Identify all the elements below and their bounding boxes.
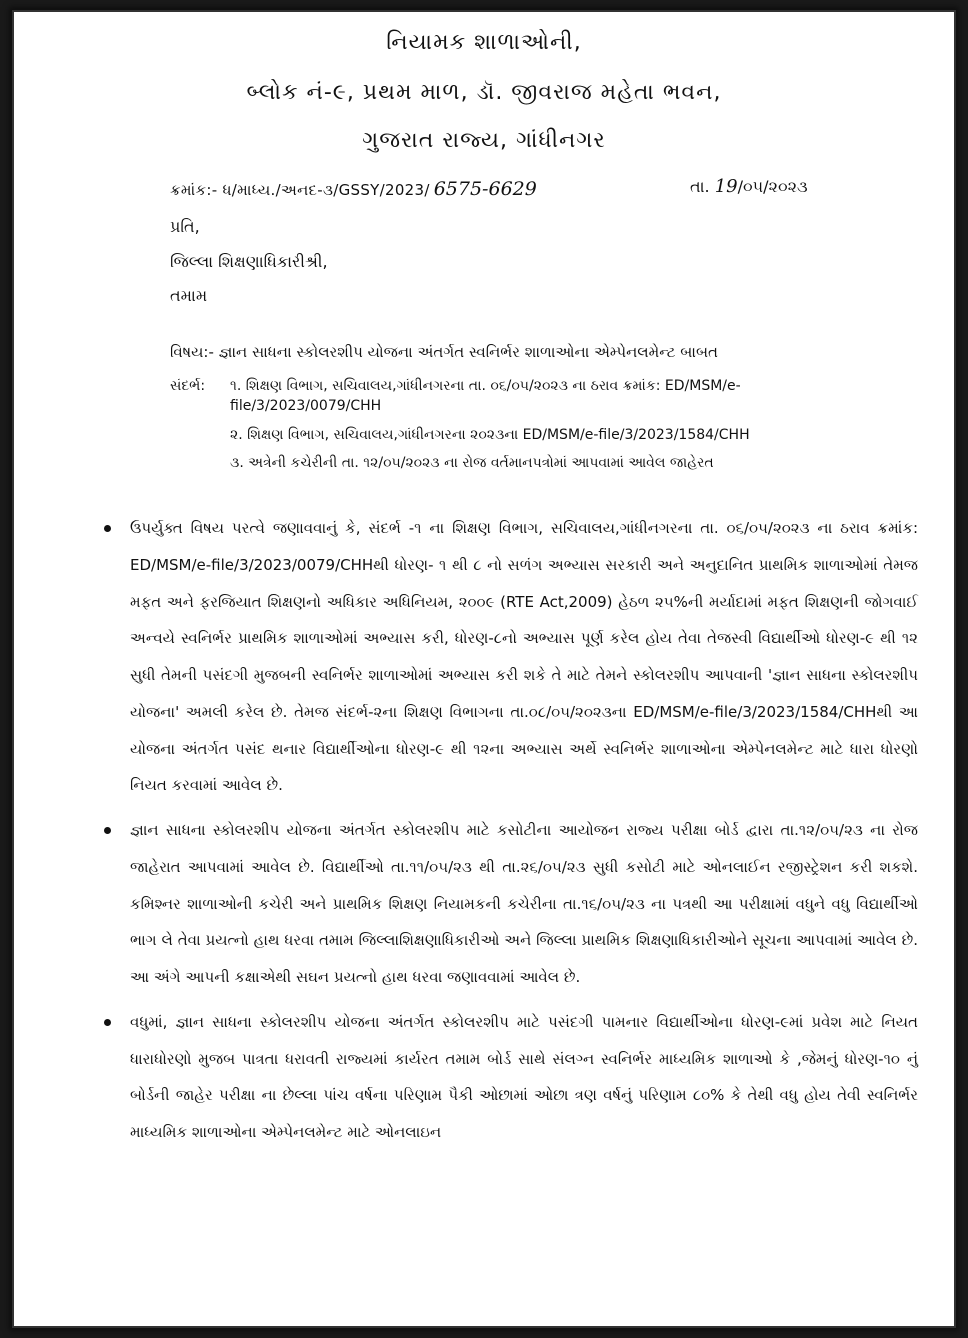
reference-line — [170, 178, 910, 200]
recipient-prati: પ્રતિ, — [170, 217, 200, 236]
letter-date — [690, 176, 808, 197]
recipient-all: તમામ — [170, 286, 208, 305]
header-office: નિયામક શાળાઓની, — [386, 30, 582, 55]
reference-item: ૨. શિક્ષણ વિભાગ, સચિવાલય,ગાંધીનગરના ૨૦૨૩ના ED/MSM/e-file/3/2023/1584/CHH — [230, 426, 750, 443]
reference-item: ૧. શિક્ષણ વિભાગ, સચિવાલય,ગાંધીનગરના તા. ૦૬/૦૫/૨૦૨૩ ના ઠરાવ ક્રમાંક: ED/MSM/e-file/3/2023/0079/CHH — [230, 378, 741, 415]
date-handwritten: 19 — [714, 176, 738, 197]
reference-number-handwritten: 6575-6629 — [433, 178, 537, 200]
header-address: બ્લોક નં-૯, પ્રથમ માળ, ડૉ. જીવરાજ મહેતા ભવન, — [246, 80, 722, 105]
body-paragraph: જ્ઞાન સાધના સ્કોલરશીપ યોજના અંતર્ગત સ્કોલરશીપ માટે કસોટીના આયોજન રાજ્ય પરીક્ષા બોર્ડ દ્વારા તા.૧૨/૦૫/૨૩ ના રોજ જાહેરાત આપવામાં આવેલ છે. વિદ્યાર્થીઓ તા.૧૧/૦૫/૨૩ થી તા.૨૬/૦૫/૨૩ સુધી કસોટી માટે ઓનલાઈન રજીસ્ટ્રેશન કરી શકશે. કમિશ્નર શાળાઓની કચેરી અને પ્રાથમિક શિક્ષણ નિયામકની કચેરીના તા.૧૬/૦૫/૨૩ ના પત્રથી આ પરીક્ષામાં વધુને વધુ વિદ્યાર્થીઓ ભાગ લે તેવા પ્રયત્નો હાથ ધરવા તમામ જિલ્લાશિક્ષણાધિકારીઓ અને જિલ્લા પ્રાથમિક શિક્ષણાધિકારીઓને સૂચના આપવામાં આવેલ છે. આ અંગે આપની કક્ષાએથી સઘન પ્રયત્નો હાથ ધરવા જણાવવામાં આવેલ છે. — [102, 812, 918, 996]
document-page — [12, 10, 956, 1328]
subject-line: વિષય:- જ્ઞાન સાધના સ્કોલરશીપ યોજના અંતર્ગત સ્વનિર્ભર શાળાઓના એમ્પેનલમેન્ટ બાબત — [170, 343, 718, 361]
references-block — [170, 376, 890, 481]
header-state: ગુજરાત રાજ્ય, ગાંધીનગર — [362, 128, 606, 153]
date-rest: /૦૫/૨૦૨૩ — [737, 177, 808, 196]
date-label: તા. — [690, 177, 710, 196]
body-paragraph: વધુમાં, જ્ઞાન સાધના સ્કોલરશીપ યોજના અંતર્ગત સ્કોલરશીપ માટે પસંદગી પામનાર વિદ્યાર્થીઓના ધોરણ-૯માં પ્રવેશ માટે નિયત ધારાધોરણો મુજબ પાત્રતા ધરાવતી રાજ્યમાં કાર્યરત તમામ બોર્ડ સાથે સંલગ્ન સ્વનિર્ભર માધ્યમિક શાળાઓ કે ,જેમનું ધોરણ-૧૦ નું બોર્ડની જાહેર પરીક્ષા ના છેલ્લા પાંચ વર્ષના પરિણામ પૈકી ઓછામાં ઓછા ત્રણ વર્ષનું પરિણામ ૮૦% કે તેથી વધુ હોય તેવી સ્વનિર્ભર માધ્યમિક શાળાઓના એમ્પેનલમેન્ટ માટે ઓનલાઇન — [102, 1004, 918, 1151]
recipient-officer: જિલ્લા શિક્ષણાધિકારીશ્રી, — [170, 252, 328, 271]
reference-number-label: ક્રમાંક:- ધ/માધ્ય./અનદ-૩/GSSY/2023/ — [170, 181, 430, 199]
references-label: સંદર્ભ: — [170, 378, 206, 394]
body-paragraph: ઉપર્યુક્ત વિષય પરત્વે જણાવવાનું કે, સંદર્ભ -૧ ના શિક્ષણ વિભાગ, સચિવાલય,ગાંધીનગરના તા. ૦૬/૦૫/૨૦૨૩ ના ઠરાવ ક્રમાંક: ED/MSM/e-file/3/2023/0079/CHHથી ધોરણ- ૧ થી ૮ નો સળંગ અભ્યાસ સરકારી અને અનુદાનિત પ્રાથમિક શાળાઓમાં તેમજ મફત અને ફરજિયાત શિક્ષણનો અધિકાર અધિનિયમ, ૨૦૦૯ (RTE Act,2009) હેઠળ ૨૫%ની મર્યાદામાં મફત શિક્ષણની જોગવાઈ અન્વયે સ્વનિર્ભર પ્રાથમિક શાળાઓમાં અભ્યાસ કરી, ધોરણ-૮નો અભ્યાસ પૂર્ણ કરેલ હોય તેવા તેજસ્વી વિદ્યાર્થીઓ ધોરણ-૯ થી ૧૨ સુધી તેમની પસંદગી મુજબની સ્વનિર્ભર શાળાઓમાં અભ્યાસ કરી શકે તે માટે તેમને સ્કોલરશીપ આપવાની 'જ્ઞાન સાધના સ્કોલરશીપ યોજના' અમલી કરેલ છે. તેમજ સંદર્ભ-૨ના શિક્ષણ વિભાગના તા.૦૮/૦૫/૨૦૨૩ના ED/MSM/e-file/3/2023/1584/CHHથી આ યોજના અંતર્ગત પસંદ થનાર વિદ્યાર્થીઓના ધોરણ-૯ થી ૧૨ના અભ્યાસ અર્થે સ્વનિર્ભર શાળાઓના એમ્પેનલમેન્ટ માટે ધારા ધોરણો નિયત કરવામાં આવેલ છે. — [102, 510, 918, 804]
body-bullets — [102, 510, 918, 1159]
reference-item: ૩. અત્રેની કચેરીની તા. ૧૨/૦૫/૨૦૨૩ ના રોજ વર્તમાનપત્રોમાં આપવામાં આવેલ જાહેરત — [230, 454, 714, 471]
